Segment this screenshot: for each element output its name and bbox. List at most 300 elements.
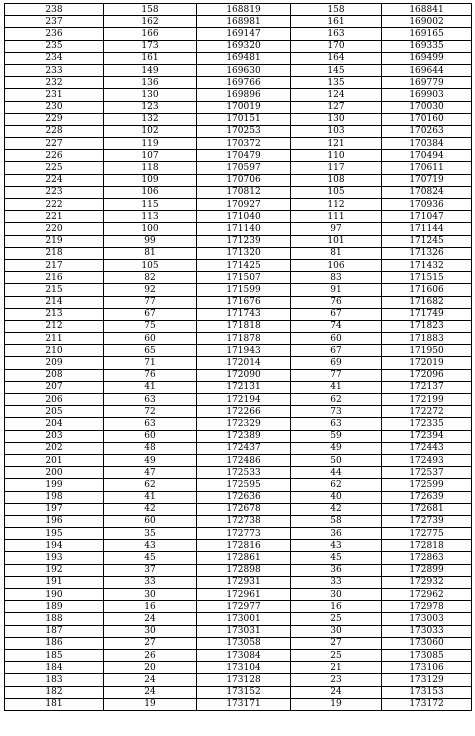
table-row [5,101,472,113]
count-b-cell: 62 [291,479,382,491]
cumulative-a-cell: 170372 [197,138,291,150]
cumulative-a-cell: 172931 [197,576,291,588]
cumulative-a-cell: 172898 [197,564,291,576]
count-a-cell: 65 [104,345,197,357]
table-body [5,4,472,711]
table-row [5,686,472,698]
count-a-cell: 37 [104,564,197,576]
score-cell: 209 [5,357,104,369]
table-row [5,576,472,588]
score-cell: 219 [5,235,104,247]
count-b-cell: 62 [291,394,382,406]
cumulative-a-cell: 172678 [197,503,291,515]
cumulative-a-cell: 171320 [197,247,291,259]
table-row [5,296,472,308]
count-b-cell: 30 [291,625,382,637]
cumulative-a-cell: 170253 [197,125,291,137]
score-distribution-table [4,3,472,711]
cumulative-a-cell: 172329 [197,418,291,430]
table-row [5,552,472,564]
count-a-cell: 166 [104,28,197,40]
count-b-cell: 43 [291,540,382,552]
cumulative-a-cell: 173152 [197,686,291,698]
count-a-cell: 82 [104,272,197,284]
score-cell: 216 [5,272,104,284]
cumulative-b-cell: 170936 [382,199,472,211]
cumulative-a-cell: 170479 [197,150,291,162]
table-row [5,162,472,174]
count-a-cell: 63 [104,394,197,406]
cumulative-a-cell: 173058 [197,637,291,649]
score-cell: 215 [5,284,104,296]
table-row [5,503,472,515]
count-b-cell: 67 [291,308,382,320]
cumulative-b-cell: 172978 [382,601,472,613]
table-row [5,150,472,162]
count-a-cell: 45 [104,552,197,564]
score-cell: 196 [5,515,104,527]
cumulative-b-cell: 172335 [382,418,472,430]
cumulative-b-cell: 169165 [382,28,472,40]
cumulative-a-cell: 169630 [197,64,291,76]
cumulative-b-cell: 172775 [382,528,472,540]
table-row [5,308,472,320]
count-b-cell: 97 [291,223,382,235]
count-a-cell: 33 [104,576,197,588]
table-row [5,613,472,625]
score-cell: 207 [5,381,104,393]
table-row [5,357,472,369]
cumulative-b-cell: 171144 [382,223,472,235]
count-b-cell: 83 [291,272,382,284]
score-cell: 198 [5,491,104,503]
score-cell: 187 [5,625,104,637]
cumulative-a-cell: 172090 [197,369,291,381]
count-b-cell: 33 [291,576,382,588]
cumulative-a-cell: 172014 [197,357,291,369]
table-row [5,259,472,271]
count-a-cell: 107 [104,150,197,162]
cumulative-b-cell: 169903 [382,89,472,101]
table-row [5,698,472,710]
cumulative-a-cell: 172977 [197,601,291,613]
count-a-cell: 41 [104,491,197,503]
score-cell: 202 [5,442,104,454]
count-a-cell: 71 [104,357,197,369]
score-cell: 200 [5,467,104,479]
cumulative-a-cell: 172437 [197,442,291,454]
table-row [5,284,472,296]
table-row [5,601,472,613]
count-a-cell: 113 [104,211,197,223]
cumulative-a-cell: 171040 [197,211,291,223]
count-b-cell: 67 [291,345,382,357]
count-a-cell: 102 [104,125,197,137]
cumulative-b-cell: 171326 [382,247,472,259]
count-b-cell: 111 [291,211,382,223]
count-b-cell: 124 [291,89,382,101]
cumulative-a-cell: 170151 [197,113,291,125]
cumulative-a-cell: 173171 [197,698,291,710]
cumulative-b-cell: 170263 [382,125,472,137]
table-row [5,52,472,64]
cumulative-b-cell: 172493 [382,454,472,466]
score-cell: 217 [5,259,104,271]
table-row [5,454,472,466]
table-row [5,479,472,491]
table-row [5,528,472,540]
count-b-cell: 105 [291,186,382,198]
table-row [5,515,472,527]
count-b-cell: 19 [291,698,382,710]
score-cell: 197 [5,503,104,515]
count-b-cell: 49 [291,442,382,454]
cumulative-a-cell: 168819 [197,4,291,16]
count-a-cell: 19 [104,698,197,710]
count-b-cell: 42 [291,503,382,515]
score-cell: 211 [5,333,104,345]
score-cell: 182 [5,686,104,698]
table-row [5,272,472,284]
cumulative-a-cell: 172194 [197,394,291,406]
count-a-cell: 24 [104,674,197,686]
table-row [5,442,472,454]
count-a-cell: 43 [104,540,197,552]
score-cell: 237 [5,16,104,28]
score-cell: 188 [5,613,104,625]
count-a-cell: 105 [104,259,197,271]
score-cell: 181 [5,698,104,710]
table-row [5,637,472,649]
table-row [5,77,472,89]
score-cell: 210 [5,345,104,357]
count-b-cell: 103 [291,125,382,137]
count-b-cell: 60 [291,333,382,345]
cumulative-b-cell: 169335 [382,40,472,52]
cumulative-b-cell: 171682 [382,296,472,308]
table-row [5,40,472,52]
score-cell: 218 [5,247,104,259]
score-cell: 234 [5,52,104,64]
count-a-cell: 115 [104,199,197,211]
table-row [5,674,472,686]
count-a-cell: 162 [104,16,197,28]
cumulative-a-cell: 170927 [197,199,291,211]
table-row [5,247,472,259]
cumulative-a-cell: 170812 [197,186,291,198]
count-b-cell: 117 [291,162,382,174]
table-row [5,491,472,503]
count-a-cell: 47 [104,467,197,479]
cumulative-a-cell: 171507 [197,272,291,284]
count-b-cell: 25 [291,649,382,661]
count-b-cell: 21 [291,662,382,674]
count-b-cell: 76 [291,296,382,308]
cumulative-a-cell: 170597 [197,162,291,174]
cumulative-b-cell: 172739 [382,515,472,527]
cumulative-a-cell: 173001 [197,613,291,625]
score-cell: 224 [5,174,104,186]
cumulative-a-cell: 171676 [197,296,291,308]
count-a-cell: 60 [104,430,197,442]
score-cell: 195 [5,528,104,540]
count-a-cell: 132 [104,113,197,125]
table-row [5,467,472,479]
cumulative-b-cell: 170494 [382,150,472,162]
cumulative-b-cell: 171823 [382,320,472,332]
cumulative-b-cell: 171749 [382,308,472,320]
cumulative-b-cell: 173085 [382,649,472,661]
count-a-cell: 20 [104,662,197,674]
count-a-cell: 149 [104,64,197,76]
score-cell: 238 [5,4,104,16]
cumulative-b-cell: 172537 [382,467,472,479]
count-b-cell: 45 [291,552,382,564]
table-row [5,4,472,16]
cumulative-b-cell: 172932 [382,576,472,588]
count-a-cell: 130 [104,89,197,101]
cumulative-a-cell: 171878 [197,333,291,345]
score-cell: 185 [5,649,104,661]
count-b-cell: 23 [291,674,382,686]
cumulative-b-cell: 172019 [382,357,472,369]
count-b-cell: 63 [291,418,382,430]
table-row [5,418,472,430]
cumulative-b-cell: 169499 [382,52,472,64]
count-a-cell: 62 [104,479,197,491]
cumulative-a-cell: 171743 [197,308,291,320]
cumulative-b-cell: 173060 [382,637,472,649]
cumulative-b-cell: 170030 [382,101,472,113]
table-row [5,113,472,125]
count-a-cell: 118 [104,162,197,174]
score-cell: 192 [5,564,104,576]
score-cell: 231 [5,89,104,101]
count-b-cell: 91 [291,284,382,296]
cumulative-a-cell: 172861 [197,552,291,564]
count-a-cell: 123 [104,101,197,113]
count-b-cell: 101 [291,235,382,247]
table-row [5,381,472,393]
cumulative-b-cell: 170824 [382,186,472,198]
count-b-cell: 50 [291,454,382,466]
table-row [5,345,472,357]
score-cell: 204 [5,418,104,430]
cumulative-a-cell: 172738 [197,515,291,527]
cumulative-b-cell: 172599 [382,479,472,491]
cumulative-a-cell: 171239 [197,235,291,247]
cumulative-a-cell: 172595 [197,479,291,491]
count-b-cell: 40 [291,491,382,503]
count-a-cell: 106 [104,186,197,198]
score-cell: 222 [5,199,104,211]
cumulative-a-cell: 169766 [197,77,291,89]
table-row [5,625,472,637]
cumulative-a-cell: 169320 [197,40,291,52]
table-row [5,125,472,137]
score-cell: 190 [5,589,104,601]
cumulative-a-cell: 172389 [197,430,291,442]
score-cell: 194 [5,540,104,552]
count-a-cell: 109 [104,174,197,186]
cumulative-a-cell: 171599 [197,284,291,296]
count-a-cell: 99 [104,235,197,247]
cumulative-b-cell: 172962 [382,589,472,601]
count-b-cell: 77 [291,369,382,381]
table-row [5,564,472,576]
cumulative-b-cell: 173172 [382,698,472,710]
count-b-cell: 127 [291,101,382,113]
count-a-cell: 41 [104,381,197,393]
score-cell: 212 [5,320,104,332]
cumulative-a-cell: 172266 [197,406,291,418]
count-a-cell: 100 [104,223,197,235]
score-cell: 213 [5,308,104,320]
cumulative-a-cell: 172533 [197,467,291,479]
cumulative-b-cell: 170719 [382,174,472,186]
count-b-cell: 112 [291,199,382,211]
cumulative-b-cell: 170160 [382,113,472,125]
score-cell: 230 [5,101,104,113]
count-b-cell: 110 [291,150,382,162]
count-b-cell: 81 [291,247,382,259]
count-a-cell: 67 [104,308,197,320]
count-a-cell: 26 [104,649,197,661]
cumulative-b-cell: 171432 [382,259,472,271]
score-cell: 183 [5,674,104,686]
score-cell: 221 [5,211,104,223]
count-b-cell: 145 [291,64,382,76]
score-cell: 232 [5,77,104,89]
table-row [5,16,472,28]
cumulative-a-cell: 169481 [197,52,291,64]
score-cell: 189 [5,601,104,613]
score-cell: 208 [5,369,104,381]
count-a-cell: 27 [104,637,197,649]
count-b-cell: 73 [291,406,382,418]
count-b-cell: 161 [291,16,382,28]
count-a-cell: 72 [104,406,197,418]
cumulative-b-cell: 172639 [382,491,472,503]
count-b-cell: 24 [291,686,382,698]
count-a-cell: 63 [104,418,197,430]
cumulative-b-cell: 173153 [382,686,472,698]
cumulative-a-cell: 172961 [197,589,291,601]
cumulative-b-cell: 169779 [382,77,472,89]
cumulative-a-cell: 170019 [197,101,291,113]
cumulative-b-cell: 170611 [382,162,472,174]
table-row [5,211,472,223]
cumulative-b-cell: 172818 [382,540,472,552]
cumulative-b-cell: 171606 [382,284,472,296]
cumulative-b-cell: 173003 [382,613,472,625]
cumulative-b-cell: 172681 [382,503,472,515]
score-cell: 227 [5,138,104,150]
cumulative-b-cell: 172394 [382,430,472,442]
cumulative-a-cell: 169147 [197,28,291,40]
cumulative-a-cell: 173104 [197,662,291,674]
score-cell: 236 [5,28,104,40]
count-b-cell: 108 [291,174,382,186]
table-row [5,174,472,186]
cumulative-a-cell: 170706 [197,174,291,186]
table-row [5,138,472,150]
table-row [5,649,472,661]
count-b-cell: 27 [291,637,382,649]
score-cell: 220 [5,223,104,235]
cumulative-b-cell: 169644 [382,64,472,76]
count-a-cell: 24 [104,686,197,698]
count-b-cell: 59 [291,430,382,442]
count-b-cell: 163 [291,28,382,40]
count-a-cell: 30 [104,625,197,637]
score-cell: 201 [5,454,104,466]
count-b-cell: 74 [291,320,382,332]
cumulative-b-cell: 173106 [382,662,472,674]
cumulative-a-cell: 169896 [197,89,291,101]
score-cell: 186 [5,637,104,649]
count-a-cell: 158 [104,4,197,16]
count-b-cell: 30 [291,589,382,601]
table-row [5,406,472,418]
cumulative-b-cell: 170384 [382,138,472,150]
count-b-cell: 106 [291,259,382,271]
cumulative-a-cell: 173128 [197,674,291,686]
table-row [5,320,472,332]
score-cell: 233 [5,64,104,76]
count-a-cell: 48 [104,442,197,454]
count-b-cell: 170 [291,40,382,52]
cumulative-b-cell: 172096 [382,369,472,381]
count-a-cell: 161 [104,52,197,64]
score-cell: 205 [5,406,104,418]
cumulative-b-cell: 172899 [382,564,472,576]
table-row [5,89,472,101]
count-b-cell: 158 [291,4,382,16]
count-b-cell: 44 [291,467,382,479]
count-a-cell: 136 [104,77,197,89]
cumulative-b-cell: 172443 [382,442,472,454]
cumulative-b-cell: 169002 [382,16,472,28]
count-a-cell: 77 [104,296,197,308]
count-a-cell: 16 [104,601,197,613]
count-b-cell: 121 [291,138,382,150]
cumulative-b-cell: 172137 [382,381,472,393]
score-cell: 235 [5,40,104,52]
cumulative-a-cell: 168981 [197,16,291,28]
cumulative-a-cell: 172131 [197,381,291,393]
count-a-cell: 75 [104,320,197,332]
cumulative-b-cell: 173129 [382,674,472,686]
cumulative-b-cell: 171883 [382,333,472,345]
score-cell: 226 [5,150,104,162]
count-a-cell: 81 [104,247,197,259]
score-cell: 214 [5,296,104,308]
score-cell: 225 [5,162,104,174]
cumulative-b-cell: 173033 [382,625,472,637]
table-row [5,235,472,247]
count-a-cell: 173 [104,40,197,52]
count-a-cell: 35 [104,528,197,540]
score-cell: 184 [5,662,104,674]
cumulative-a-cell: 171943 [197,345,291,357]
cumulative-b-cell: 168841 [382,4,472,16]
cumulative-b-cell: 171047 [382,211,472,223]
table-row [5,333,472,345]
count-a-cell: 42 [104,503,197,515]
count-b-cell: 36 [291,528,382,540]
score-cell: 203 [5,430,104,442]
